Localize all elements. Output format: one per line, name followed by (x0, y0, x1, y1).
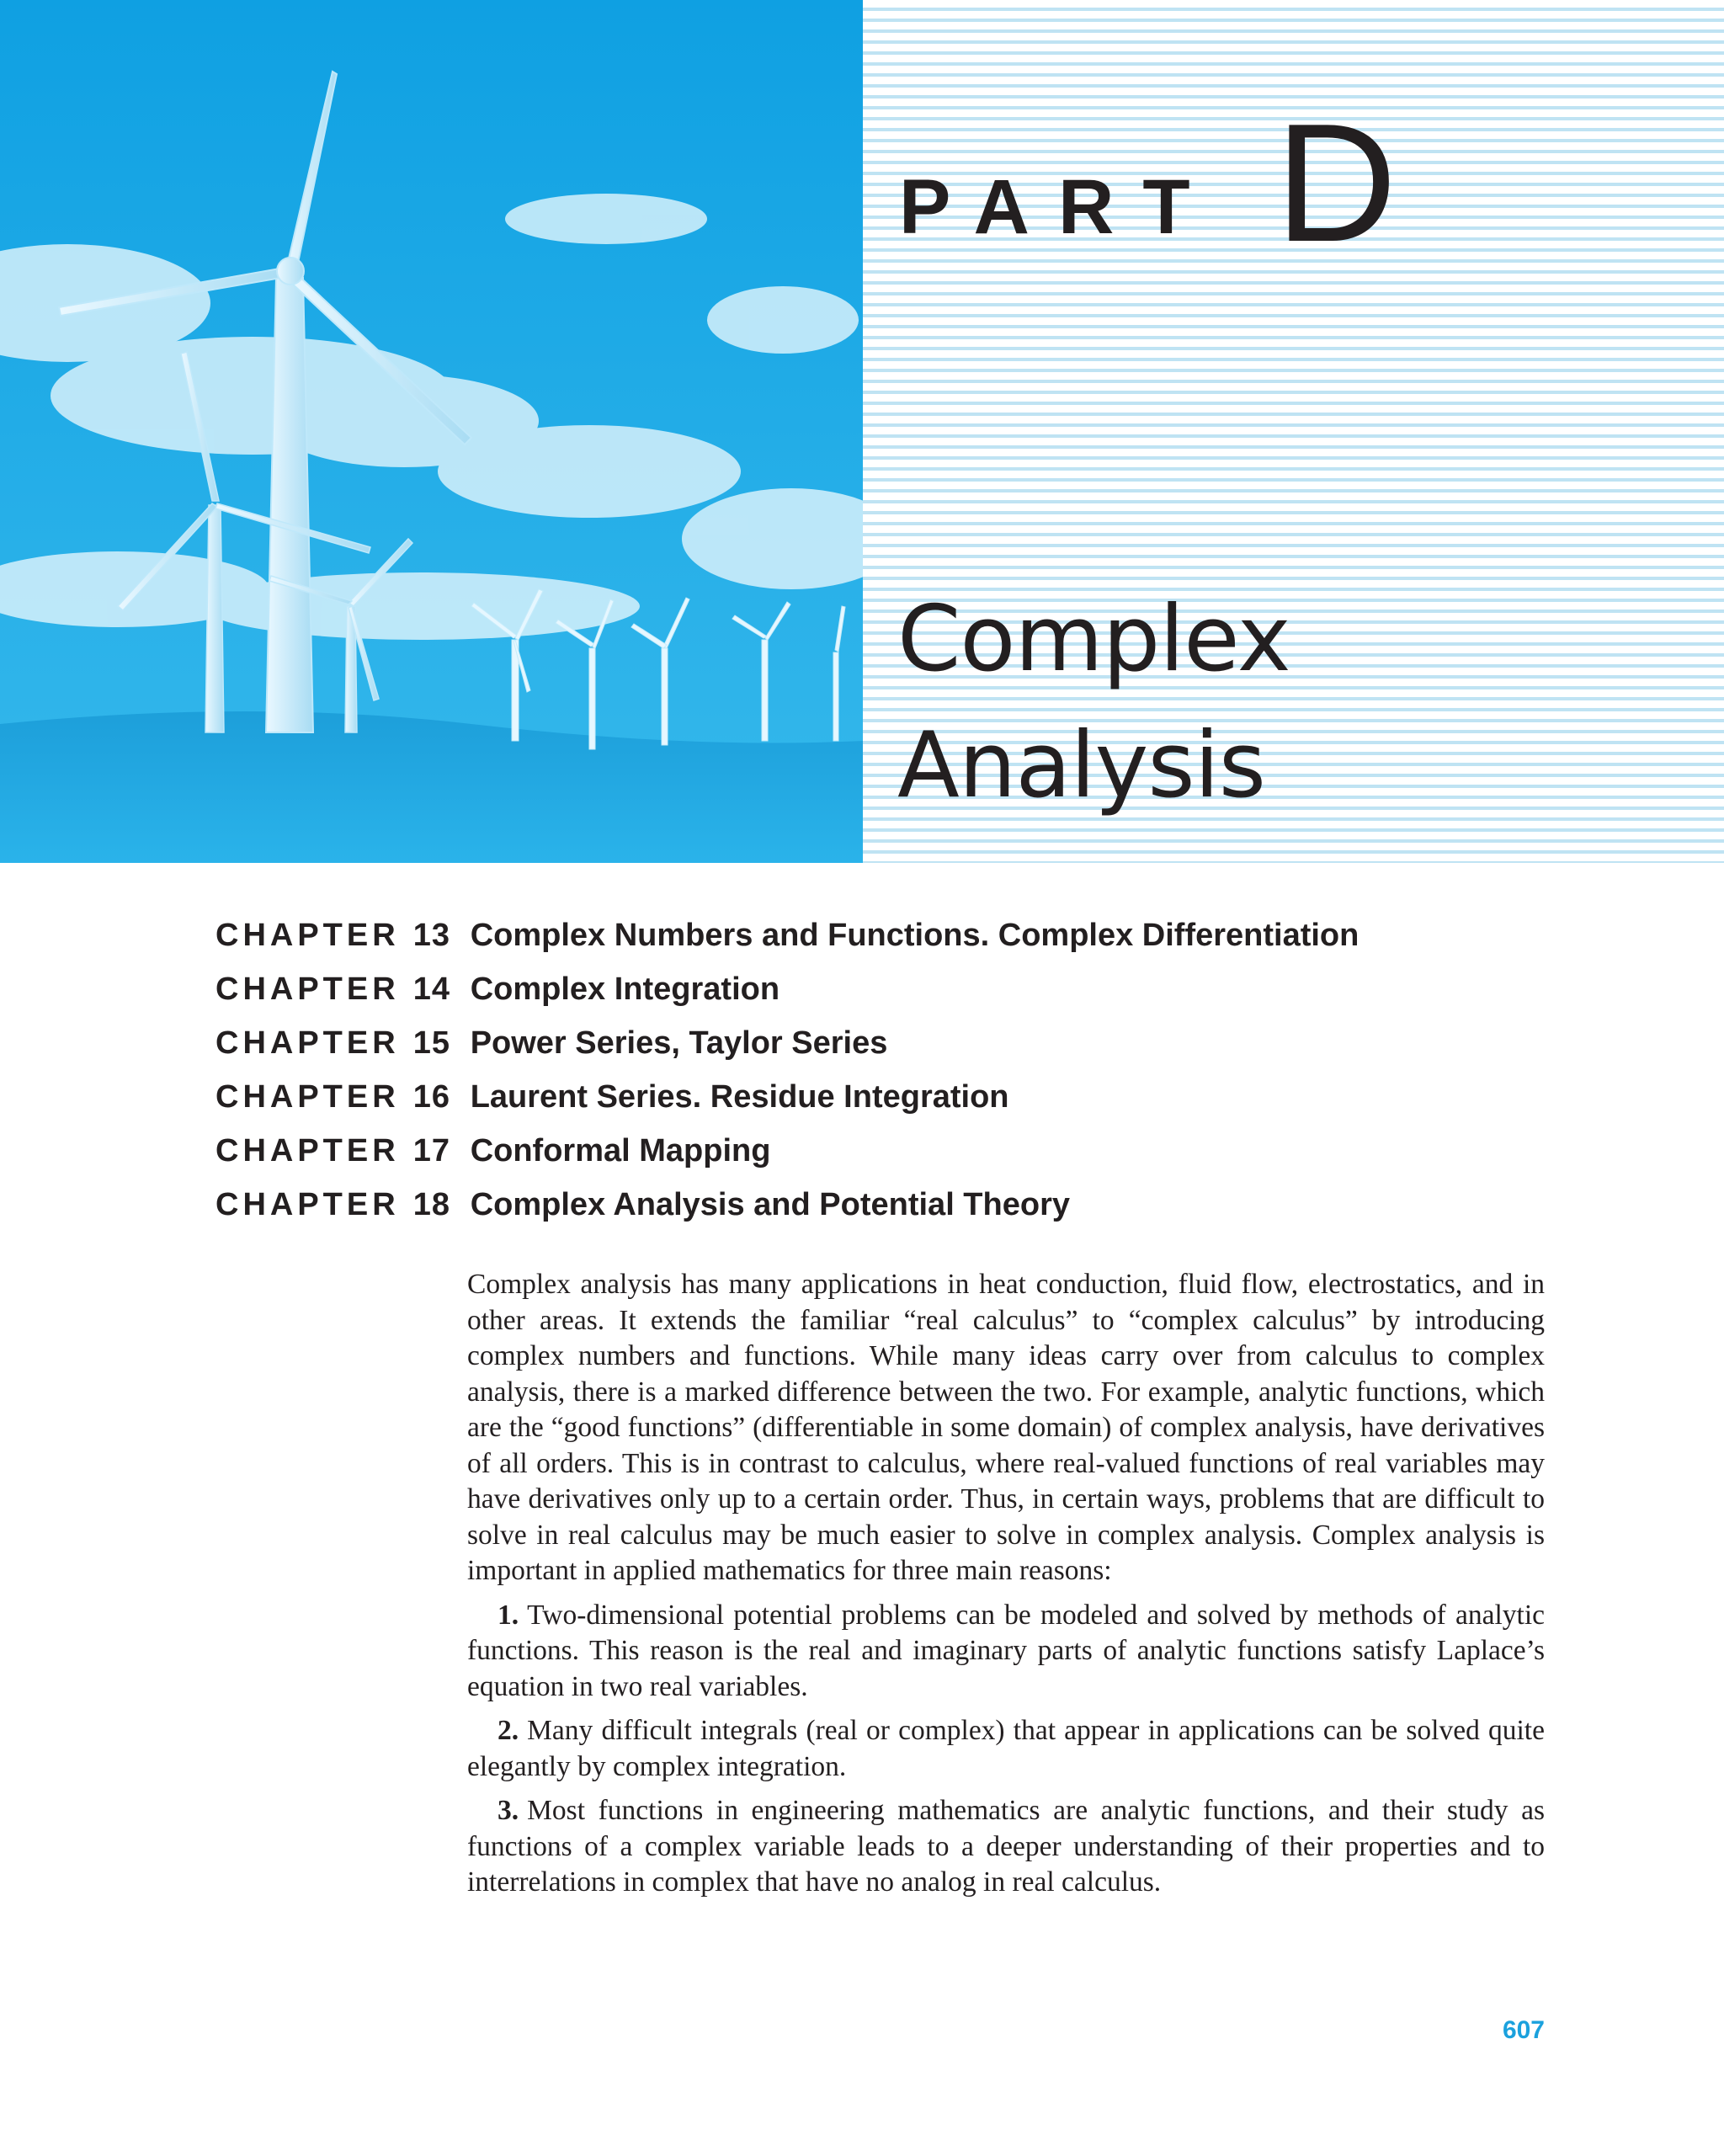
reason-text: Many difficult integrals (real or complex) that appear in applications can be solved quite elegantly by complex integration. (467, 1715, 1545, 1782)
chapter-row[interactable] (216, 1025, 1647, 1079)
chapter-label: CHAPTER (216, 918, 400, 953)
chapter-list (216, 918, 1647, 1241)
chapter-label: CHAPTER (216, 972, 400, 1007)
part-title (897, 577, 1290, 829)
chapter-row[interactable] (216, 1187, 1647, 1241)
chapter-number: 15 (412, 1025, 450, 1061)
part-word: PART (899, 164, 1219, 250)
reason-item (467, 1598, 1545, 1706)
chapter-title: Power Series, Taylor Series (470, 1025, 888, 1061)
part-title-line-1: Complex (897, 587, 1290, 692)
reason-text: Two-dimensional potential problems can be modeled and solved by methods of analytic functions. This reason is the real and imaginary parts of analytic functions satisfy Laplace’s equation in two real variables. (467, 1599, 1545, 1702)
reason-text: Most functions in engineering mathematics are analytic functions, and their study as functions of a complex variable leads to a deeper understanding of their properties and to interrelations in complex that have no analog in real calculus. (467, 1795, 1545, 1898)
chapter-title: Conformal Mapping (470, 1133, 771, 1168)
intro-text (467, 1267, 1545, 1901)
chapter-row[interactable] (216, 972, 1647, 1025)
chapter-number: 14 (412, 972, 450, 1007)
chapter-title: Complex Analysis and Potential Theory (470, 1187, 1071, 1222)
chapter-label: CHAPTER (216, 1079, 400, 1115)
reason-item (467, 1793, 1545, 1901)
chapter-title: Complex Numbers and Functions. Complex Differentiation (470, 918, 1360, 953)
page-number: 607 (1502, 2016, 1545, 2044)
chapter-number: 13 (412, 918, 450, 953)
chapter-label: CHAPTER (216, 1187, 400, 1222)
reason-number: 1. (498, 1599, 519, 1631)
part-letter: D (1275, 89, 1397, 277)
chapter-title: Laurent Series. Residue Integration (470, 1079, 1009, 1115)
chapter-number: 17 (412, 1133, 450, 1168)
part-title-line-2: Analysis (897, 713, 1265, 818)
chapter-row[interactable] (216, 1133, 1647, 1187)
reason-number: 2. (498, 1715, 519, 1746)
chapter-title: Complex Integration (470, 972, 780, 1007)
chapter-number: 16 (412, 1079, 450, 1115)
chapter-row[interactable] (216, 918, 1647, 972)
chapter-row[interactable] (216, 1079, 1647, 1133)
reason-item (467, 1713, 1545, 1785)
chapter-number: 18 (412, 1187, 450, 1222)
intro-paragraph: Complex analysis has many applications in heat conduction, fluid flow, electrostatics, and in other areas. It extends the familiar “real calculus” to “complex calculus” by introducing complex numbers and functions. While many ideas carry over from calculus to complex analysis, there is a marked difference between the two. For example, analytic functions, which are the “good functions” (differentiable in some domain) of complex analysis, have derivatives of all orders. This is in contrast to calculus, where real-valued functions of real variables may have derivatives only up to a certain order. Thus, in certain ways, problems that are difficult to solve in real calculus may be much easier to solve in complex analysis. Complex analysis is important in applied mathematics for three main reasons: (467, 1269, 1545, 1586)
wind-turbine-photo (0, 0, 863, 863)
reason-number: 3. (498, 1795, 519, 1826)
chapter-label: CHAPTER (216, 1025, 400, 1061)
chapter-label: CHAPTER (216, 1133, 400, 1168)
